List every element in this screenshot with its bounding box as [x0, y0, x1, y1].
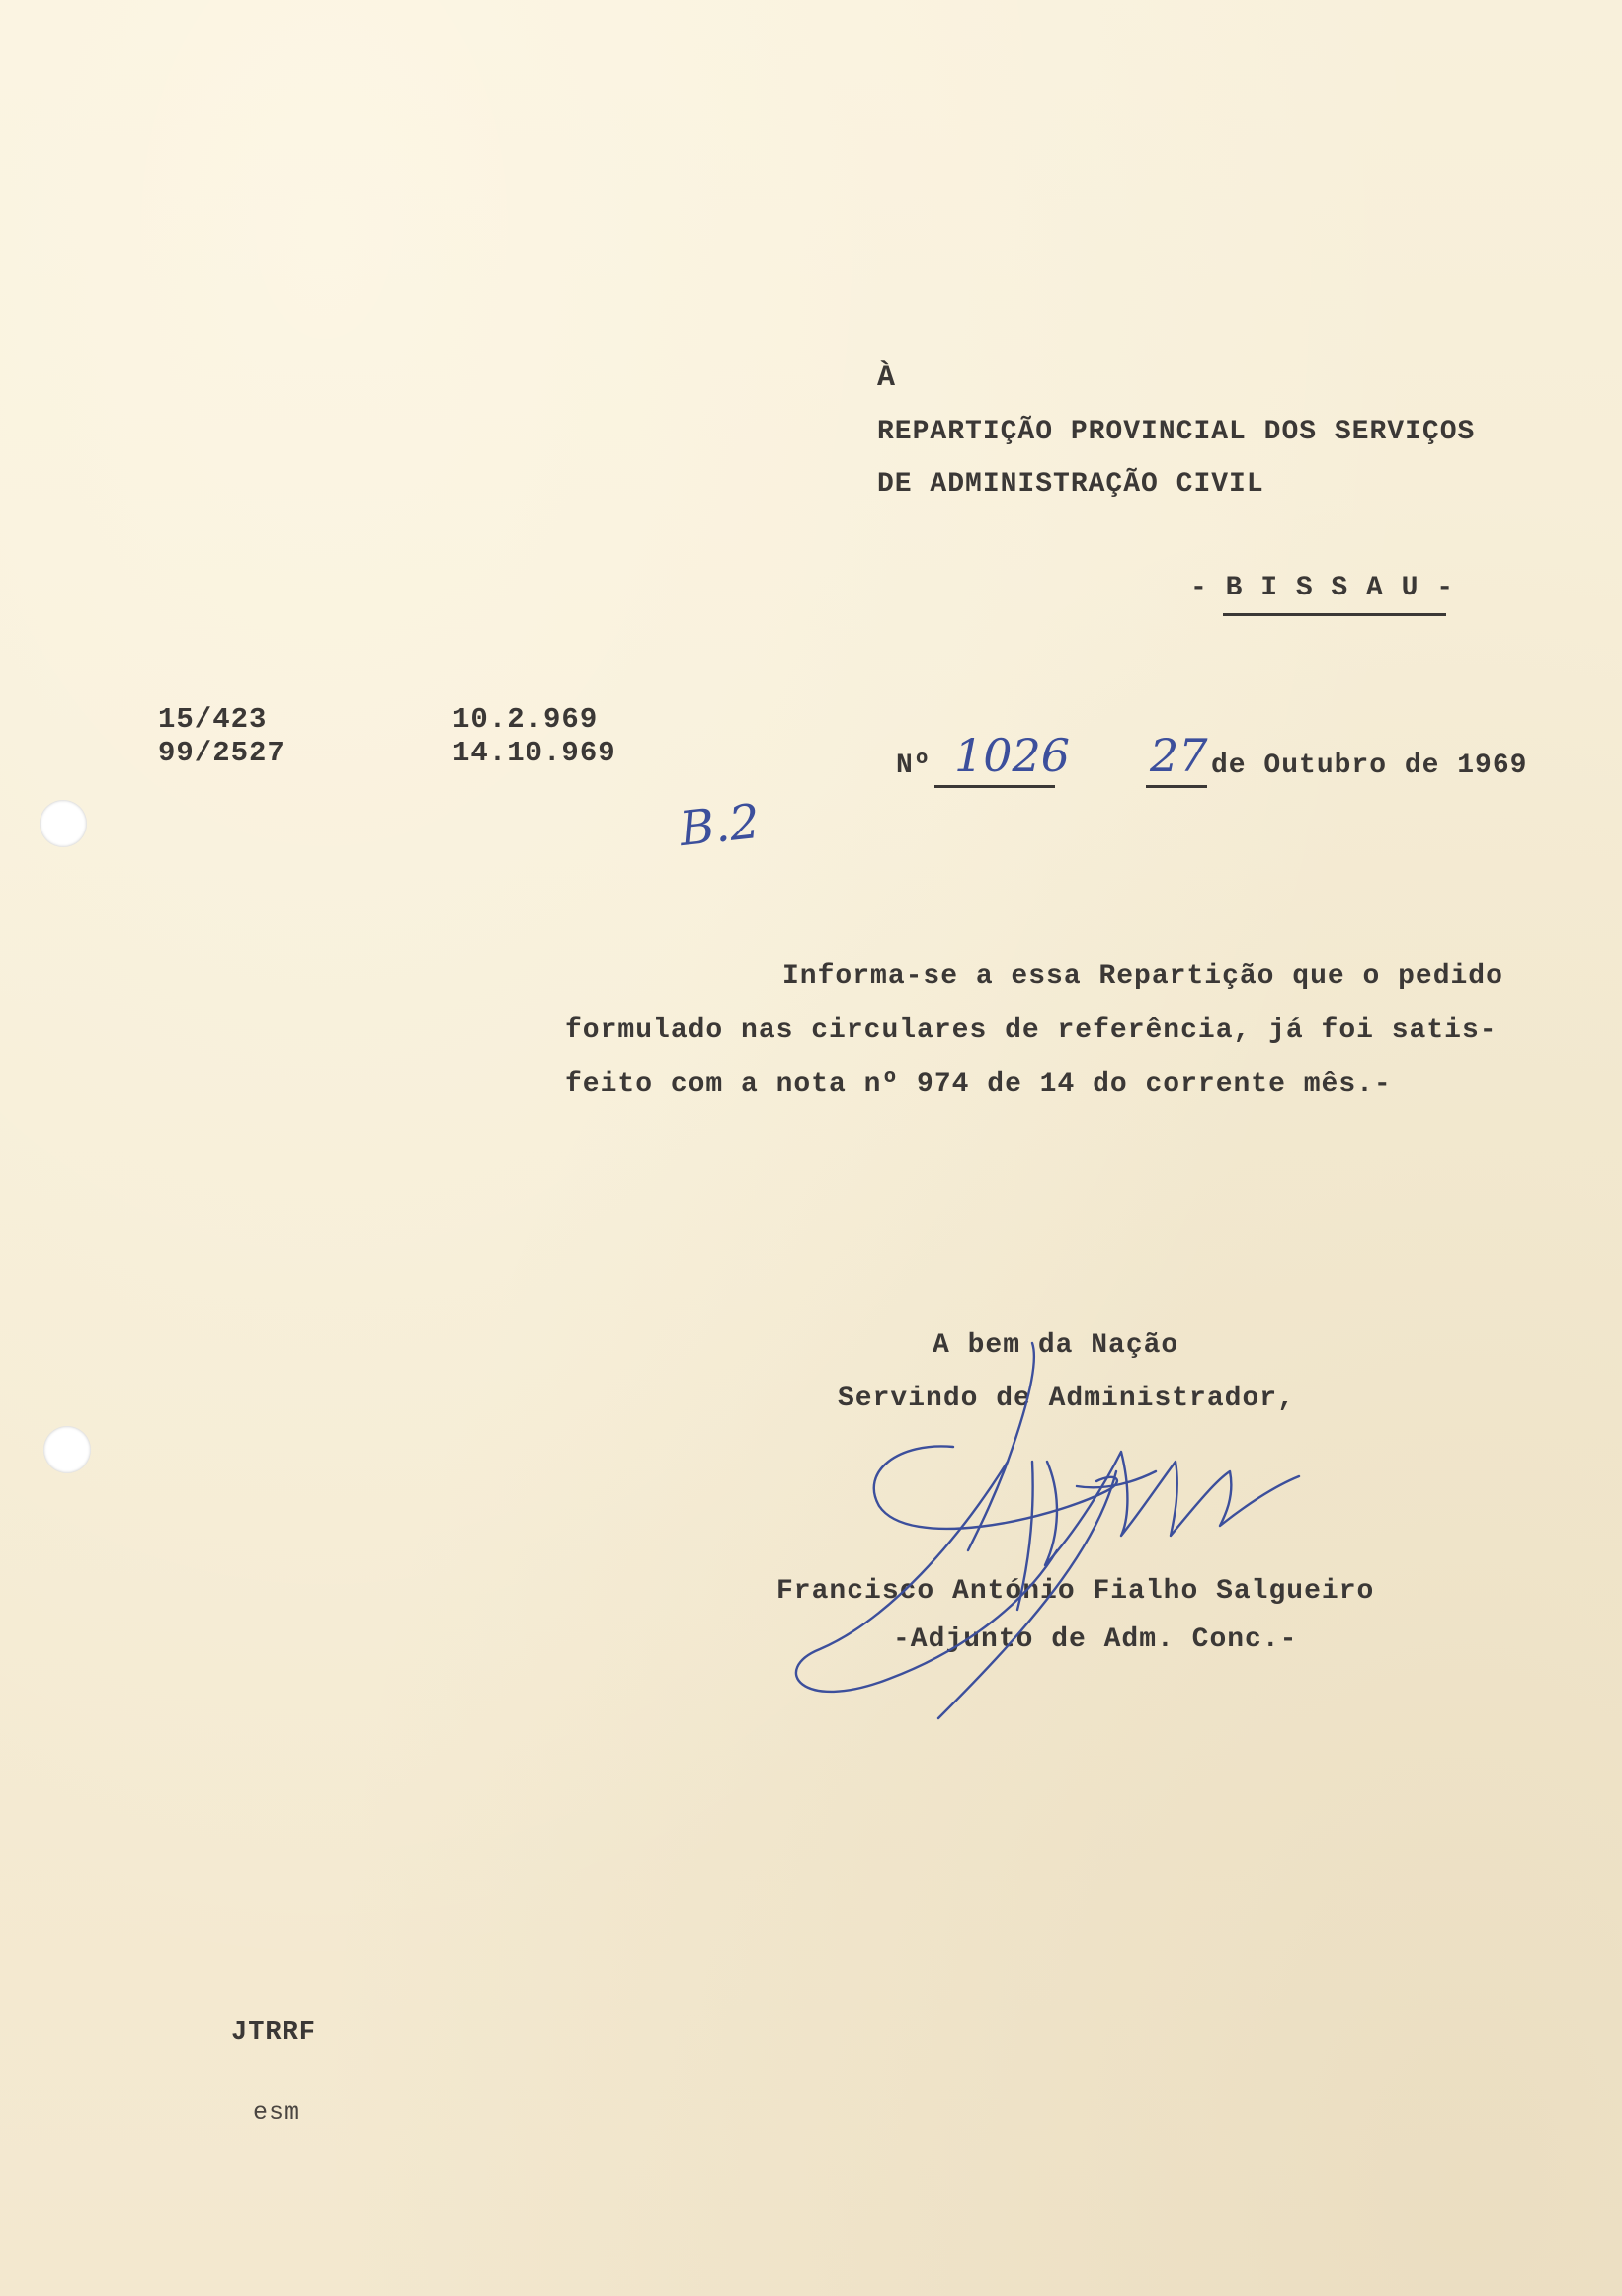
body-line-1: Informa-se a essa Repartição que o pedido: [782, 961, 1503, 991]
punch-hole-bottom: [43, 1426, 91, 1473]
reference-number-1: 15/423: [158, 703, 268, 736]
city-underline: [1223, 613, 1446, 616]
reference-number-2: 99/2527: [158, 737, 285, 769]
day-underline: [1146, 785, 1207, 788]
initials: JTRRF: [231, 2019, 317, 2048]
closing-line-1: A bem da Nação: [933, 1330, 1179, 1361]
document-day: 27: [1150, 729, 1208, 782]
body-line-3: feito com a nota nº 974 de 14 do corrente mês.-: [565, 1069, 1392, 1100]
reference-date-1: 10.2.969: [452, 703, 599, 736]
signatory-name: Francisco António Fialho Salgueiro: [776, 1576, 1375, 1607]
addressee-city: - B I S S A U -: [1190, 573, 1455, 603]
signatory-title: -Adjunto de Adm. Conc.-: [893, 1624, 1298, 1655]
addressee-line-2: DE ADMINISTRAÇÃO CIVIL: [877, 469, 1264, 500]
number-prefix: Nº: [896, 751, 932, 781]
number-underline: [934, 785, 1055, 788]
reference-date-2: 14.10.969: [452, 737, 616, 769]
punch-hole-top: [40, 800, 87, 847]
body-line-2: formulado nas circulares de referência, já foi satis-: [565, 1015, 1498, 1046]
addressee-prefix: À: [877, 361, 897, 395]
typist-code: esm: [253, 2098, 301, 2127]
signature-drawing: [780, 1323, 1353, 1738]
closing-line-2: Servindo de Administrador,: [838, 1384, 1295, 1414]
handwritten-note: B.2: [677, 793, 763, 858]
document-date: de Outubro de 1969: [1211, 751, 1528, 781]
addressee-line-1: REPARTIÇÃO PROVINCIAL DOS SERVIÇOS: [877, 417, 1476, 447]
document-number: 1026: [954, 729, 1071, 782]
